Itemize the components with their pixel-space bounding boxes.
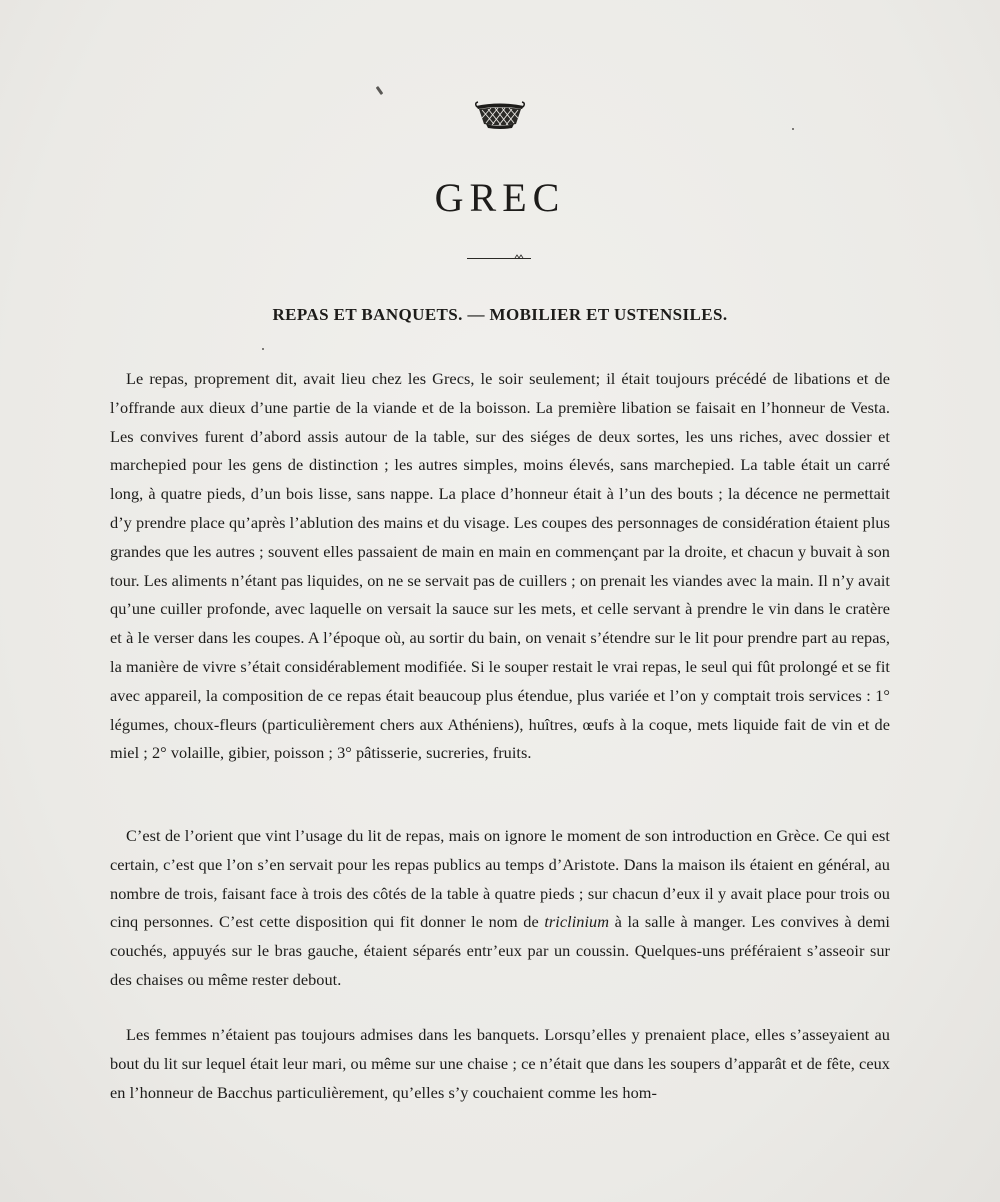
paragraph-lit-de-repas (110, 822, 890, 995)
section-subtitle: REPAS ET BANQUETS. — MOBILIER ET USTENSILES. (272, 305, 728, 324)
italic-term: triclinium (544, 912, 610, 932)
paper-speck (262, 348, 264, 350)
paragraph-text-before: C’est de l’orient que vint l’usage du lit de repas, mais on ignore le moment de son introduction en Grèce. Ce qui est certain, c’est que l’on s’en servait pour les repas publics au temps d’Aristote. Dans la maison ils étaient en général, au nombre de trois, faisant face à trois des côtés de la table à quatre pieds ; sur chacun d’eux il y avait place pour trois ou cinq personnes. C’est cette disposition qui fit donner le nom de (110, 826, 890, 932)
paper-speck (792, 128, 794, 130)
paper-speck (376, 86, 384, 95)
divider-flourish (514, 253, 524, 259)
paragraph-text-after: à la salle à manger. Les convives à demi couchés, appuyés sur le bras gauche, étaient séparés entr’eux par un coussin. Quelques-uns préféraient s’asseoir sur des chaises ou même rester debout. (110, 912, 890, 989)
page-title: GREC (434, 175, 566, 220)
paragraph-femmes: Les femmes n’étaient pas toujours admises dans les banquets. Lorsqu’elles y prenaient place, elles s’asseyaient au bout du lit sur lequel était leur mari, ou même sur une chaise ; ce n’était que dans les soupers d’apparât et de fête, ceux en l’honneur de Bacchus particulièrement, qu’elles s’y couchaient comme les hom- (110, 1025, 890, 1102)
paragraph-repas: Le repas, proprement dit, avait lieu chez les Grecs, le soir seulement; il était toujours précédé de libations et de l’offrande aux dieux d’une partie de la viande et de la boisson. La première libation se faisait en l’honneur de Vesta. Les convives furent d’abord assis autour de la table, sur des siéges de deux sortes, les uns riches, avec dossier et marchepied pour les gens de distinction ; les autres simples, moins élevés, sans marchepied. La table était un carré long, à quatre pieds, d’un bois lisse, sans nappe. La place d’honneur était à l’un des bouts ; la décence ne permettait d’y prendre place qu’après l’ablution des mains et du visage. Les coupes des personnages de considération étaient plus grandes que les autres ; souvent elles passaient de main en main en commençant par la droite, et chacun y buvait à son tour. Les aliments n’étant pas liquides, on ne se servait pas de cuillers ; on prenait les viandes avec la main. Il n’y avait qu’une cuiller profonde, avec laquelle on versait la sauce sur les mets, et celle servant à prendre le vin dans le cratère et à le verser dans les coupes. A l’époque où, au sortir du bain, on venait s’étendre sur le lit pour prendre part au repas, la manière de vivre s’était considérablement modifiée. Si le souper restait le vrai repas, le seul qui fût prolongé et se fit avec appareil, la composition de ce repas était beaucoup plus étendue, plus variée et l’on y comptait trois services : 1° légumes, choux-fleurs (particulièrement chers aux Athéniens), huîtres, œufs à la coque, mets liquide fait de vin et de miel ; 2° volaille, gibier, poisson ; 3° pâtisserie, sucreries, fruits. (110, 369, 890, 763)
basket-ornament-icon (474, 100, 526, 130)
